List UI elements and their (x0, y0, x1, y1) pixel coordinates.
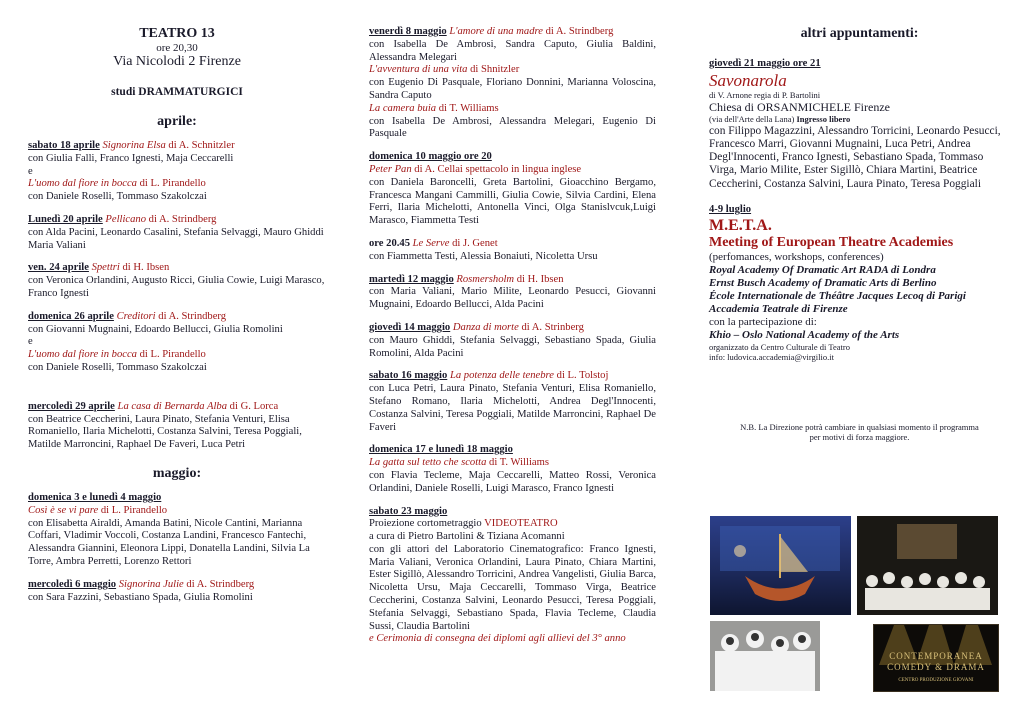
event-cast: con Daniele Roselli, Tommaso Szakolczai (28, 361, 207, 373)
academy-item: Accademia Teatrale di Firenze (709, 302, 848, 315)
event-author: di L. Pirandello (136, 349, 206, 361)
organizer: organizzato da Centro Culturale di Teatro (709, 341, 850, 352)
event-title: Così è se vi pare (28, 504, 99, 516)
event-item (369, 274, 656, 312)
event-date: domenica 17 e lunedì 18 maggio (369, 444, 513, 456)
event-title: L'uomo dal fiore in bocca (28, 178, 137, 190)
event-item (28, 140, 326, 204)
event-author: di J. Genet (449, 237, 498, 249)
event-title: Le Serve (412, 237, 450, 249)
event-item (369, 370, 656, 434)
event-cast: con Daniela Baroncelli, Greta Bartolini, Gioacchino Bergamo, Francesca Mangani Cammilli, Giulia Cowie, Silvia Cardini, Elena Ferri, Ilaria Michelotti, Antonella Vinci, Olga Stanislvcuk,Luigi Marasco, Fiammetta Testi (369, 176, 656, 227)
academy-item: Khio – Oslo National Academy of the Arts (709, 328, 900, 341)
event-cast: con Flavia Tecleme, Maja Ceccarelli, Matteo Rossi, Veronica Orlandini, Daniele Roselli, Luigi Marasco, Franco Ignesti (369, 469, 656, 494)
participation-label: con la partecipazione di: (709, 315, 817, 328)
event-cast: con Alda Pacini, Leonardo Casalini, Stefania Selvaggi, Mauro Ghiddi Maria Valiani (28, 226, 324, 251)
event-cast: con Daniele Roselli, Tommaso Szakolczai (28, 191, 207, 203)
contact-info: info: ludovica.accademia@virgilio.it (709, 351, 834, 362)
free-entry: Ingresso libero (796, 113, 851, 124)
event-title: Spettri (91, 262, 120, 274)
event-cast: con Giovanni Mugnaini, Edoardo Bellucci, Giulia Romolini (28, 323, 283, 335)
photo-group (710, 621, 820, 691)
venue-note: (via dell'Arte della Lana) (709, 113, 797, 124)
event-title: Signorina Elsa (102, 140, 166, 151)
event-title: M.E.T.A. (709, 216, 772, 234)
event-title: Pellicano (105, 213, 147, 225)
event-date: martedì 12 maggio (369, 273, 454, 285)
other-events-heading: altri appuntamenti: (800, 26, 919, 41)
boat-illustration (710, 516, 851, 615)
event-title: Peter Pan (369, 163, 412, 175)
event-title: L'amore di una madre (449, 26, 543, 37)
column-middle (340, 0, 670, 717)
event-item (28, 492, 326, 569)
column-left (0, 0, 340, 717)
event-date: ven. 24 aprile (28, 262, 89, 274)
event-cast: con Beatrice Ceccherini, Laura Pinato, Stefania Venturi, Elisa Romaniello, Ilaria Michelotti, Costanza Salvini, Teresa Poggiali, Matilde Marroncini, Raphael De Faveri, Luca Petri (28, 413, 302, 451)
event-cast: con Luca Petri, Laura Pinato, Stefania Venturi, Elisa Romaniello, Stefano Romano, Ilaria Michelotti, Andrea Degl'Innocenti, Costanza Salvini, Teresa Poggiali, Matilde Marroncini, Raphael De Faveri (369, 383, 656, 433)
event-author: di L. Pirandello (136, 178, 206, 190)
event-cast: con Eugenio Di Pasquale, Floriano Donnini, Marianna Voloscina, Sandra Caputo (369, 77, 656, 101)
event-title: Creditori (116, 310, 156, 322)
event-description: Proiezione cortometraggio (369, 518, 485, 530)
event-credits: a cura di Pietro Bartolini & Tiziana Acomanni (369, 531, 565, 543)
event-cast: con Elisabetta Airaldi, Amanda Batini, Nicole Cantini, Marianna Coffari, Vladimir Voccoli, Costanza Landini, Francesco Fantechi, Alessandra Giannini, Eleonora Lippi, Donatella Landini, Silvia La Torre, Ambra Perretti, Lorenzo Rettori (28, 517, 310, 567)
event-date: Lunedì 20 aprile (28, 213, 103, 225)
event-conjunction: e (28, 336, 33, 348)
event-author: di H. Ibsen (119, 262, 170, 274)
month-april: aprile: (157, 114, 197, 129)
event-item (28, 401, 326, 452)
event-item (369, 444, 656, 495)
logo-line2: COMEDY & DRAMA (887, 662, 985, 672)
event-date: giovedì 14 maggio (369, 321, 451, 333)
event-title: Danza di morte (452, 321, 519, 333)
event-cast: con Sara Fazzini, Sebastiano Spada, Giulia Romolini (28, 591, 253, 603)
event-author: di T. Williams (436, 102, 499, 114)
event-credits: di V. Arnone regia di P. Bartolini (709, 89, 821, 100)
theatre-name: TEATRO 13 (139, 26, 215, 41)
event-date: mercoledì 29 aprile (28, 400, 115, 412)
month-may: maggio: (152, 465, 202, 481)
event-title: L'uomo dal fiore in bocca (28, 349, 137, 361)
event-title: Rosmersholm (456, 273, 515, 285)
choir-illustration (857, 516, 998, 615)
event-date: giovedì 21 maggio ore 21 (709, 58, 821, 69)
event-author: di Shnitzler (467, 64, 520, 76)
event-cast: con Isabella De Ambrosi, Alessandra Melegari, Eugenio Di Pasquale (369, 115, 656, 140)
group-illustration (710, 621, 820, 691)
event-item (369, 151, 656, 228)
event-cast: con Veronica Orlandini, Augusto Ricci, Giulia Cowie, Luigi Marasco, Franco Ignesti (28, 275, 325, 299)
event-author: di A. Strindberg (183, 578, 255, 590)
event-author: di A. Strinberg (518, 321, 584, 333)
event-author: di L. Tolstoj (554, 370, 609, 382)
event-title: La camera buia (369, 102, 437, 114)
event-venue: Chiesa di ORSANMICHELE Firenze (709, 99, 890, 114)
event-author: di H. Ibsen (514, 273, 564, 285)
event-date: domenica 26 aprile (28, 310, 114, 322)
academy-item: Royal Academy Of Dramatic Art RADA di Londra (709, 263, 936, 276)
savonarola-block (709, 58, 1010, 191)
event-author: di A. Cellai spettacolo in lingua inglese (411, 163, 582, 175)
event-date: domenica 3 e lunedì 4 maggio (28, 491, 162, 503)
event-author: di A. Strindberg (146, 213, 217, 225)
event-item (28, 311, 326, 375)
event-cast: con Fiammetta Testi, Alessia Bonaiuti, Nicoletta Ursu (369, 250, 598, 262)
event-cast: con gli attori del Laboratorio Cinematografico: Franco Ignesti, Maria Valiani, Veronica Orlandini, Laura Pinato, Chiara Martini, Ester Sigillò, Alessandro Torricini, Andrea Vangelisti, Giulia Barca, Nicoletta Ursu, Maja Ceccarelli, Tommaso Virga, Beatrice Ceccherini, Costanza Salvini, Leonardo Pesucci, Teresa Poggiali, Stefania Selvaggi, Sebastiano Spada, Flavia Tecleme, Claudia Sussi, Claudia Bartolini (369, 543, 656, 632)
event-date: sabato 16 maggio (369, 370, 448, 382)
event-date: venerdì 8 maggio (369, 26, 447, 37)
event-subtitle: Meeting of European Theatre Academies (709, 234, 954, 250)
event-title: La casa di Bernarda Alba (117, 400, 228, 412)
event-author: di G. Lorca (227, 400, 279, 412)
event-title: VIDEOTEATRO (484, 518, 558, 530)
event-cast: con Giulia Falli, Franco Ignesti, Maja Ceccarelli (28, 152, 234, 164)
event-item (369, 238, 656, 264)
event-cast: con Isabella De Ambrosi, Sandra Caputo, Giulia Baldini, Alessandra Melegari (369, 38, 656, 63)
event-date: mercoledì 6 maggio (28, 578, 117, 590)
event-closing: e Cerimonia di consegna dei diplomi agli allievi del 3° anno (369, 633, 626, 645)
event-date: ore 20.45 (369, 237, 410, 249)
event-title: La potenza delle tenebre (449, 370, 554, 382)
logo-line1: CONTEMPORANEA (889, 651, 983, 661)
event-cast: con Maria Valiani, Mario Milite, Leonardo Pesucci, Giovanni Mugnaini, Edoardo Bellucci, Alda Pacini (369, 286, 656, 311)
event-cast: con Filippo Magazzini, Alessandro Torricini, Leonardo Pesucci, Francesco Marri, Giovanni Mugnaini, Luca Petri, Andrea Degl'Innocenti, Franco Ignesti, Sebastiano Spada, Tommaso Virga, Mario Milite, Ester Sigillò, Chiara Martini, Beatrice Ceccherini, Costanza Salvini, Laura Pinato, Teresa Poggiali (709, 124, 1001, 190)
logo-line3: CENTRO PRODUZIONE GIOVANI (898, 678, 974, 683)
event-author: di A. Schnitzler (165, 140, 235, 151)
event-author: di A. Strindberg (542, 26, 614, 37)
studi-heading: studi DRAMMATURGICI (111, 86, 243, 98)
event-title: La gatta sul tetto che scotta (369, 457, 487, 469)
event-author: di L. Pirandello (98, 504, 168, 516)
event-item (369, 506, 656, 647)
disclaimer-note: N.B. La Direzione potrà cambiare in qualsiasi momento il programma per motivi di forza maggiore. (740, 421, 979, 442)
event-date: sabato 18 aprile (28, 140, 100, 151)
event-title: Savonarola (709, 70, 787, 90)
event-date: 4-9 luglio (709, 203, 752, 215)
theatre-address: Via Nicolodi 2 Firenze (113, 54, 241, 69)
academy-item: École Internationale de Théâtre Jacques Lecoq di Parigi (709, 289, 966, 302)
photo-choir (857, 516, 998, 615)
event-date: domenica 10 maggio ore 20 (369, 151, 492, 163)
photo-boat-scene (710, 516, 851, 615)
event-conjunction: e (28, 165, 33, 177)
show-time: ore 20,30 (156, 42, 198, 54)
event-item (369, 322, 656, 360)
academy-item: Ernst Busch Academy of Dramatic Arts di Berlino (709, 276, 937, 289)
event-date: sabato 23 maggio (369, 505, 448, 517)
event-item (369, 26, 656, 141)
event-item (28, 262, 326, 300)
event-author: di T. Williams (486, 457, 549, 469)
event-author: di A. Strindberg (155, 310, 227, 322)
event-description: (perfomances, workshops, conferences) (709, 250, 884, 263)
event-item (28, 214, 326, 252)
logo-contemporanea (873, 624, 999, 692)
event-title: Signorina Julie (118, 578, 184, 590)
event-title: L'avventura di una vita (369, 64, 468, 76)
event-cast: con Mauro Ghiddi, Stefania Selvaggi, Sebastiano Spada, Giulia Romolini, Alda Pacini (369, 334, 656, 359)
meta-block (709, 204, 1010, 362)
event-item (28, 579, 326, 605)
